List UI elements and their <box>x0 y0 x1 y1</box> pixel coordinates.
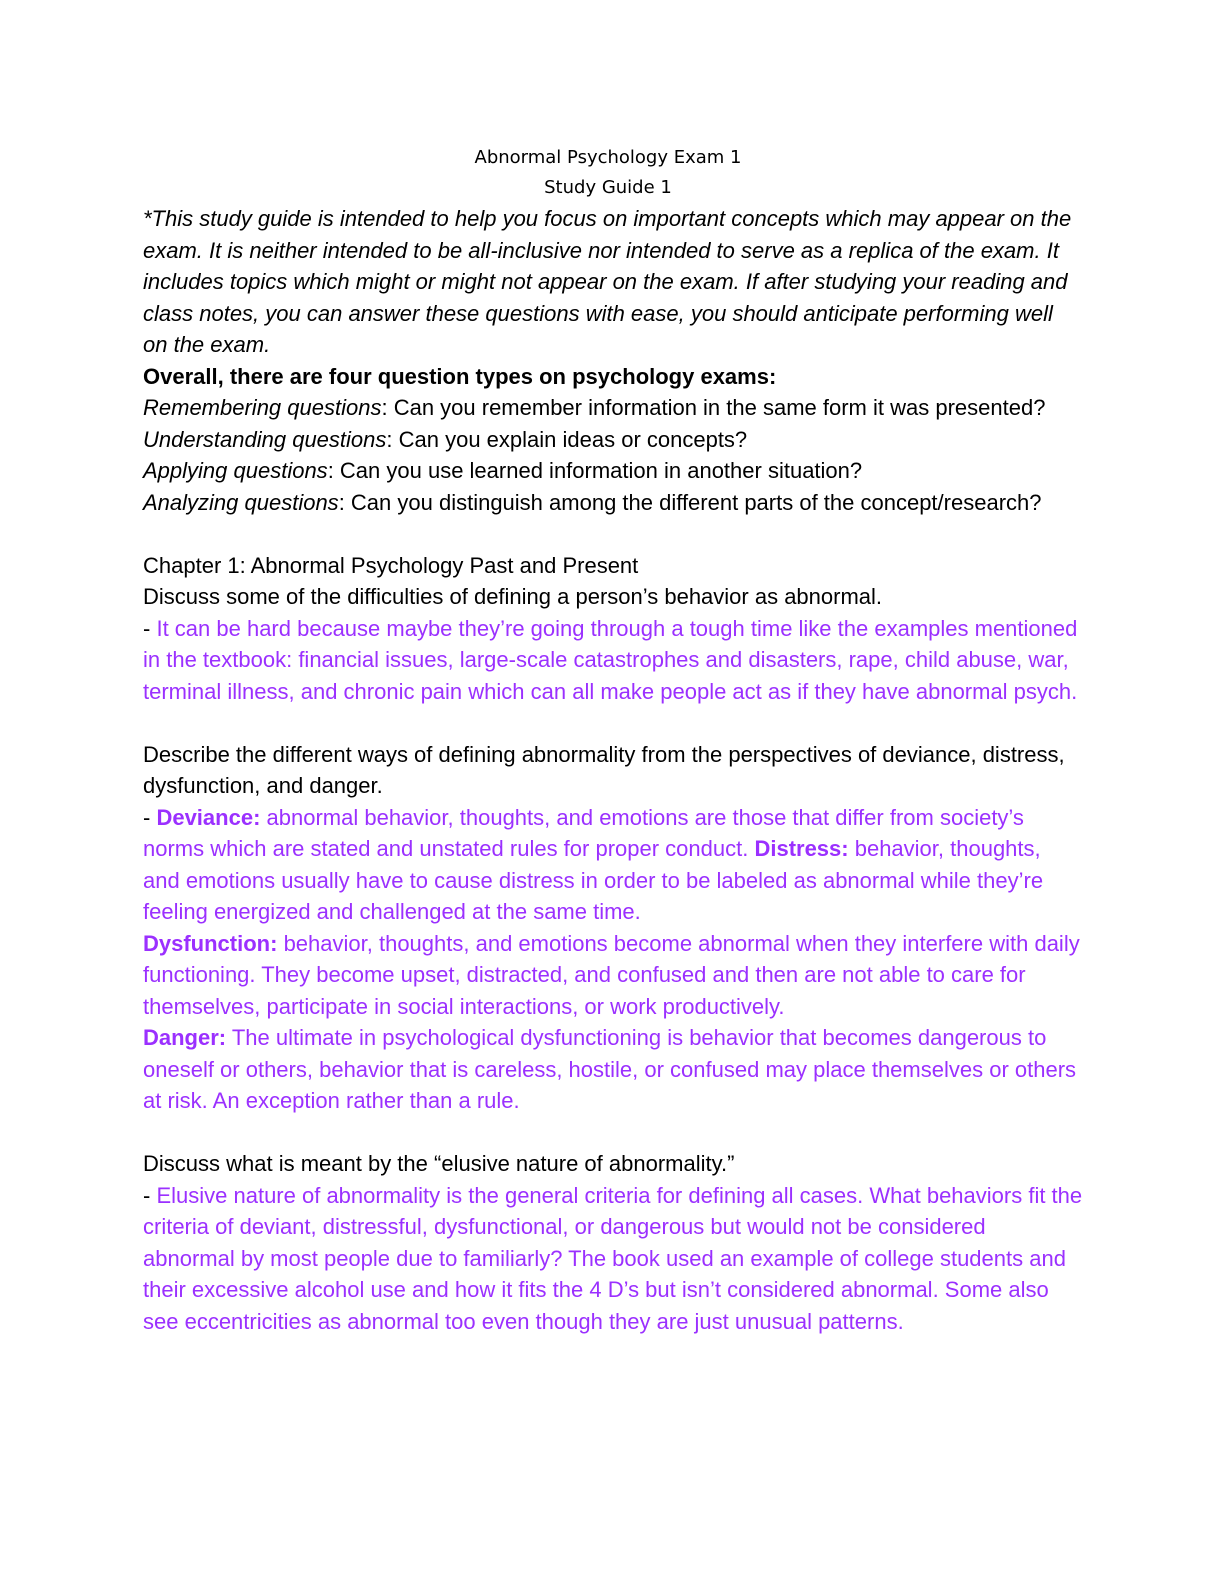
question-types-paragraph <box>143 392 1083 455</box>
dysfunction-term: Dysfunction: <box>143 930 278 956</box>
danger-text: The ultimate in psychological dysfunctioning is behavior that becomes dangerous to oneself or others, behavior that is careless, hostile, or confused may place themselves or others at risk. An exception rather than a rule. <box>143 1025 1077 1113</box>
distress-text: behavior, thoughts, and emotions usually have to cause distress in order to be labeled as abnormal while they’re feeling energized and challenged at the same time. <box>143 836 1044 924</box>
applying-term: Applying questions <box>143 458 328 483</box>
document-title: Abnormal Psychology Exam 1 <box>474 147 742 168</box>
answer-3 <box>143 1180 1083 1338</box>
disclaimer-paragraph: *This study guide is intended to help you focus on important concepts which may appear on the exam. It is neither intended to be all-inclusive nor intended to serve as a replica of the exam. It includes topics which might or might not appear on the exam. If after studying your reading and class notes, you can answer these questions with ease, you should anticipate performing well on the exam. <box>143 206 1072 357</box>
remembering-desc: : Can you remember information in the same form it was presented? <box>381 395 1046 420</box>
title-block <box>133 143 1083 203</box>
danger-term: Danger: <box>143 1025 227 1050</box>
answer-2-danger <box>143 1022 1083 1117</box>
remembering-term: Remembering questions <box>143 395 382 420</box>
applying-paragraph <box>143 455 1083 487</box>
question-2: Describe the different ways of defining abnormality from the perspectives of deviance, distress, dysfunction, and danger. <box>143 741 1065 798</box>
analyzing-desc: : Can you distinguish among the different parts of the concept/research? <box>338 489 1042 515</box>
analyzing-paragraph <box>143 487 1083 519</box>
answer-1 <box>143 613 1083 708</box>
document-subtitle: Study Guide 1 <box>544 177 672 198</box>
answer-2-dysfunction <box>143 928 1083 1023</box>
deviance-text: abnormal behavior, thoughts, and emotions are those that differ from society’s norms which are stated and unstated rules for proper conduct. <box>143 804 1024 861</box>
understanding-term: Understanding questions <box>143 426 387 452</box>
question-types-heading: Overall, there are four question types on psychology exams: <box>143 363 777 389</box>
answer-1-text: It can be hard because maybe they’re going through a tough time like the examples mentioned in the textbook: financial issues, large-scale catastrophes and disasters, rape, child abuse, war, terminal illness, and chronic pain which can all make people act as if they have abnormal psych. <box>143 615 1078 704</box>
understanding-desc: : Can you explain ideas or concepts? <box>386 426 748 452</box>
chapter-heading: Chapter 1: Abnormal Psychology Past and Present <box>143 552 639 578</box>
answer-3-text: Elusive nature of abnormality is the general criteria for defining all cases. What behaviors fit the criteria of deviant, distressful, dysfunctional, or dangerous but would not be considered abnormal by most people due to familiarly? The book used an example of college students and their excessive alcohol use and how it fits the 4 D’s but isn’t considered abnormal. Some also see eccentricities as abnormal too even though they are just unusual patterns. <box>143 1182 1083 1334</box>
answer-dash: - <box>143 1182 157 1208</box>
answer-dash: - <box>143 804 157 830</box>
spacer <box>143 518 1083 550</box>
document-page <box>143 143 1083 1337</box>
analyzing-term: Analyzing questions <box>143 489 339 515</box>
deviance-term: Deviance: <box>156 804 261 830</box>
applying-desc: : Can you use learned information in another situation? <box>327 458 863 483</box>
answer-2 <box>143 802 1083 928</box>
distress-term: Distress: <box>754 836 849 861</box>
answer-dash: - <box>143 615 157 641</box>
question-3: Discuss what is meant by the “elusive nature of abnormality.” <box>143 1151 735 1176</box>
spacer <box>143 707 1083 739</box>
dysfunction-text: behavior, thoughts, and emotions become abnormal when they interfere with daily functioning. They become upset, distracted, and confused and then are not able to care for themselves, participate in social interactions, or work productively. <box>143 930 1080 1019</box>
spacer <box>143 1117 1083 1149</box>
question-1: Discuss some of the difficulties of defining a person’s behavior as abnormal. <box>143 584 883 609</box>
